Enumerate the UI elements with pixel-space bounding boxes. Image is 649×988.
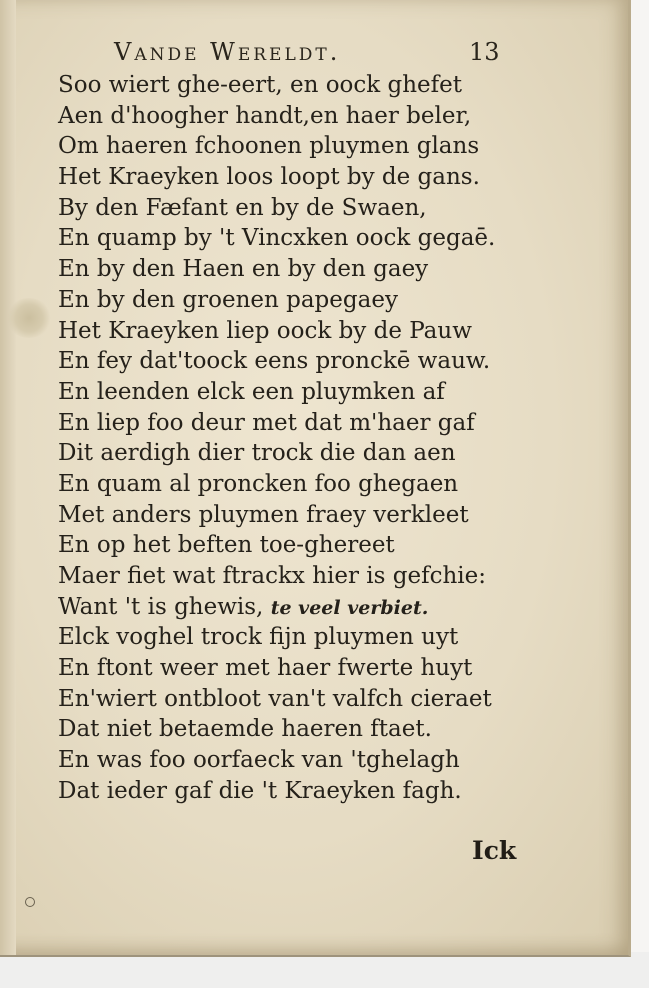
catchword: Ick — [472, 836, 517, 865]
verse-line-text: Dat ieder gaf die 't Kraeyken fagh. — [58, 777, 462, 804]
verse-line-text: En quam al proncken foo ghegaen — [58, 470, 459, 497]
verse-line-text: Dit aerdigh dier trock die dan aen — [58, 440, 456, 467]
verse-line — [58, 316, 528, 347]
verse-line-text: En'wiert ontbloot van't valfch cieraet — [58, 685, 492, 712]
verse-line — [58, 714, 528, 745]
paper-wear-mark — [6, 298, 52, 338]
verse-line-text: En leenden elck een pluymken af — [58, 378, 445, 405]
verse-line-text: Het Kraeyken liep oock by de Pauw — [58, 317, 472, 344]
verse-line — [58, 408, 528, 439]
verse-line — [58, 684, 528, 715]
verse-line-text: En op het beften toe-ghereet — [58, 532, 395, 559]
page-header — [114, 38, 514, 70]
page-gutter — [0, 0, 16, 955]
verse-line — [58, 530, 528, 561]
verse-line-text: Dat niet betaemde haeren ftaet. — [58, 716, 432, 743]
verse-line-italic: te veel verbiet. — [270, 596, 429, 619]
verse-line — [58, 653, 528, 684]
verse-line-text: En liep foo deur met dat m'haer gaf — [58, 409, 475, 436]
verse-block — [58, 70, 528, 807]
verse-line — [58, 101, 528, 132]
verse-line — [58, 745, 528, 776]
verse-line — [58, 131, 528, 162]
verse-line-text: Aen d'hoogher handt,en haer beler, — [58, 102, 472, 129]
verse-line-text: Soo wiert ghe-eert, en oock ghefet — [58, 72, 463, 98]
verse-line-text: En ftont weer met haer fwerte huyt — [58, 655, 473, 682]
running-head: Vande Wereldt. — [114, 38, 341, 66]
verse-line — [58, 438, 528, 469]
verse-line-text: Het Kraeyken loos loopt by de gans. — [58, 164, 480, 191]
verse-line-text: En by den groenen papegaey — [58, 286, 398, 313]
verse-line-text: En quamp by 't Vincxken oock gegaē. — [58, 225, 496, 252]
verse-line-text: Elck voghel trock fijn pluymen uyt — [58, 624, 459, 651]
verse-line-text: Om haeren fchoonen pluymen glans — [58, 133, 480, 160]
verse-line — [58, 561, 528, 592]
verse-line-text: En was foo oorfaeck van 'tghelagh — [58, 747, 460, 774]
verse-line — [58, 70, 528, 101]
verse-line — [58, 285, 528, 316]
verse-line — [58, 377, 528, 408]
verse-line-text: En fey dat'toock eens pronckē wauw. — [58, 348, 491, 375]
verse-line-text: Maer fiet wat ftrackx hier is gefchie: — [58, 563, 487, 589]
verse-line — [58, 776, 528, 807]
verse-line-text: By den Fæfant en by de Swaen, — [58, 194, 427, 221]
paper-ink-dot — [25, 897, 35, 907]
verse-line — [58, 193, 528, 224]
verse-line-text: Want 't is ghewis, — [58, 593, 271, 620]
verse-line-text: Met anders pluymen fraey verkleet — [58, 501, 469, 528]
verse-line — [58, 346, 528, 377]
verse-line — [58, 469, 528, 500]
verse-line — [58, 162, 528, 193]
verse-line — [58, 223, 528, 254]
verse-line-text: En by den Haen en by den gaey — [58, 256, 429, 283]
verse-line — [58, 254, 528, 285]
verse-line — [58, 500, 528, 531]
verse-line — [58, 592, 528, 623]
scanner-background — [0, 952, 649, 988]
page-number: 13 — [469, 38, 500, 66]
verse-line — [58, 622, 528, 653]
